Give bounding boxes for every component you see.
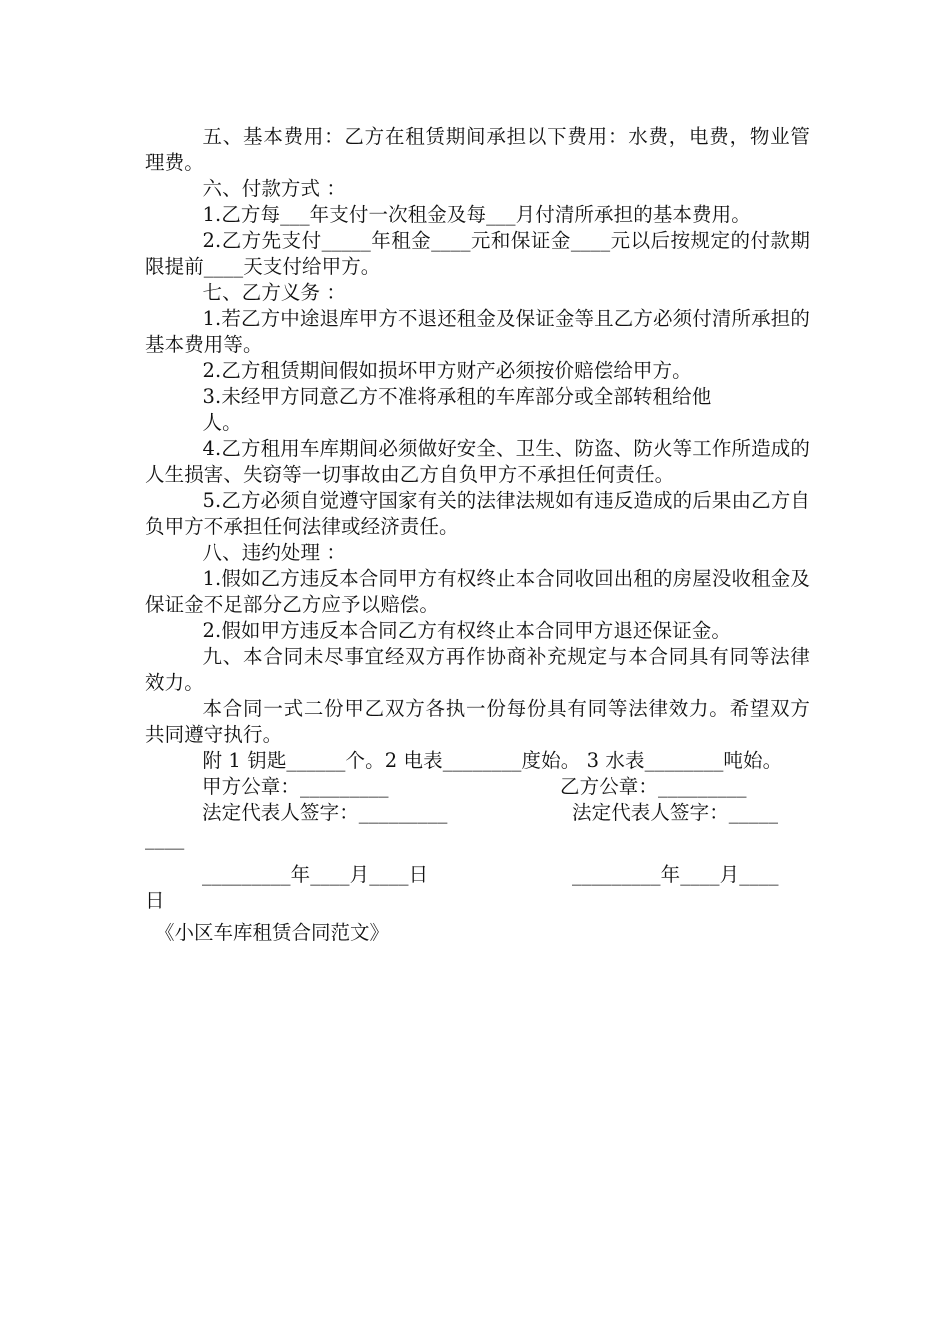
copies-clause: 本合同一式二份甲乙双方各执一份每份具有同等法律效力。希望双方共同遵守执行。	[145, 697, 810, 746]
clause-seven-heading: 七、乙方义务 ：	[202, 281, 347, 304]
party-b-date: _________年____月____	[572, 863, 779, 886]
clause-eight-heading: 八、违约处理 ：	[202, 541, 347, 564]
clause-seven-item-4: 4.乙方租用车库期间必须做好安全、卫生、防盗、防火等工作所造成的人生损害、失窃等一切事故由乙方自负甲方不承担任何责任。	[145, 437, 810, 486]
clause-six-item-2: 2.乙方先支付_____年租金____元和保证金____元以后按规定的付款期限提前____天支付给甲方。	[145, 229, 810, 278]
date-row-tail: 日	[145, 889, 165, 912]
clause-seven-item-3: 3.未经甲方同意乙方不准将承租的车库部分或全部转租给他	[202, 385, 712, 408]
representative-row	[145, 800, 810, 826]
party-a-representative: 法定代表人签字：_________	[202, 801, 448, 824]
party-a-date: _________年____月____日	[202, 863, 429, 886]
clause-five-basic-fees: 五、基本费用：乙方在租赁期间承担以下费用：水费，电费，物业管理费。	[145, 125, 810, 174]
clause-seven-item-1: 1.若乙方中途退库甲方不退还租金及保证金等且乙方必须付清所承担的基本费用等。	[145, 307, 810, 356]
clause-seven-item-3-tail: 人。	[202, 411, 242, 434]
date-row	[145, 862, 810, 888]
clause-six-item-1: 1.乙方每___年支付一次租金及每___月付清所承担的基本费用。	[202, 203, 751, 226]
attachment-clause: 附 1 钥匙______个。2 电表________度始。 3 水表________吨始。	[202, 749, 783, 772]
clause-seven-item-5: 5.乙方必须自觉遵守国家有关的法律法规如有违反造成的后果由乙方自负甲方不承担任何法律或经济责任。	[145, 489, 810, 538]
clause-six-heading: 六、付款方式 ：	[202, 177, 347, 200]
party-b-representative: 法定代表人签字：_____	[572, 801, 779, 824]
party-a-seal: 甲方公章：_________	[202, 775, 389, 798]
clause-eight-item-2: 2.假如甲方违反本合同乙方有权终止本合同甲方退还保证金。	[202, 619, 731, 642]
representative-row-tail: ____	[145, 827, 185, 850]
party-b-seal: 乙方公章：_________	[560, 775, 747, 798]
contract-body	[145, 124, 810, 914]
clause-eight-item-1: 1.假如乙方违反本合同甲方有权终止本合同收回出租的房屋没收租金及保证金不足部分乙方应予以赔偿。	[145, 567, 810, 616]
document-title-footer: 《小区车库租赁合同范文》	[155, 921, 390, 944]
seal-row	[145, 774, 810, 800]
clause-seven-item-2: 2.乙方租赁期间假如损坏甲方财产必须按价赔偿给甲方。	[202, 359, 692, 382]
clause-nine: 九、本合同未尽事宜经双方再作协商补充规定与本合同具有同等法律效力。	[145, 645, 810, 694]
